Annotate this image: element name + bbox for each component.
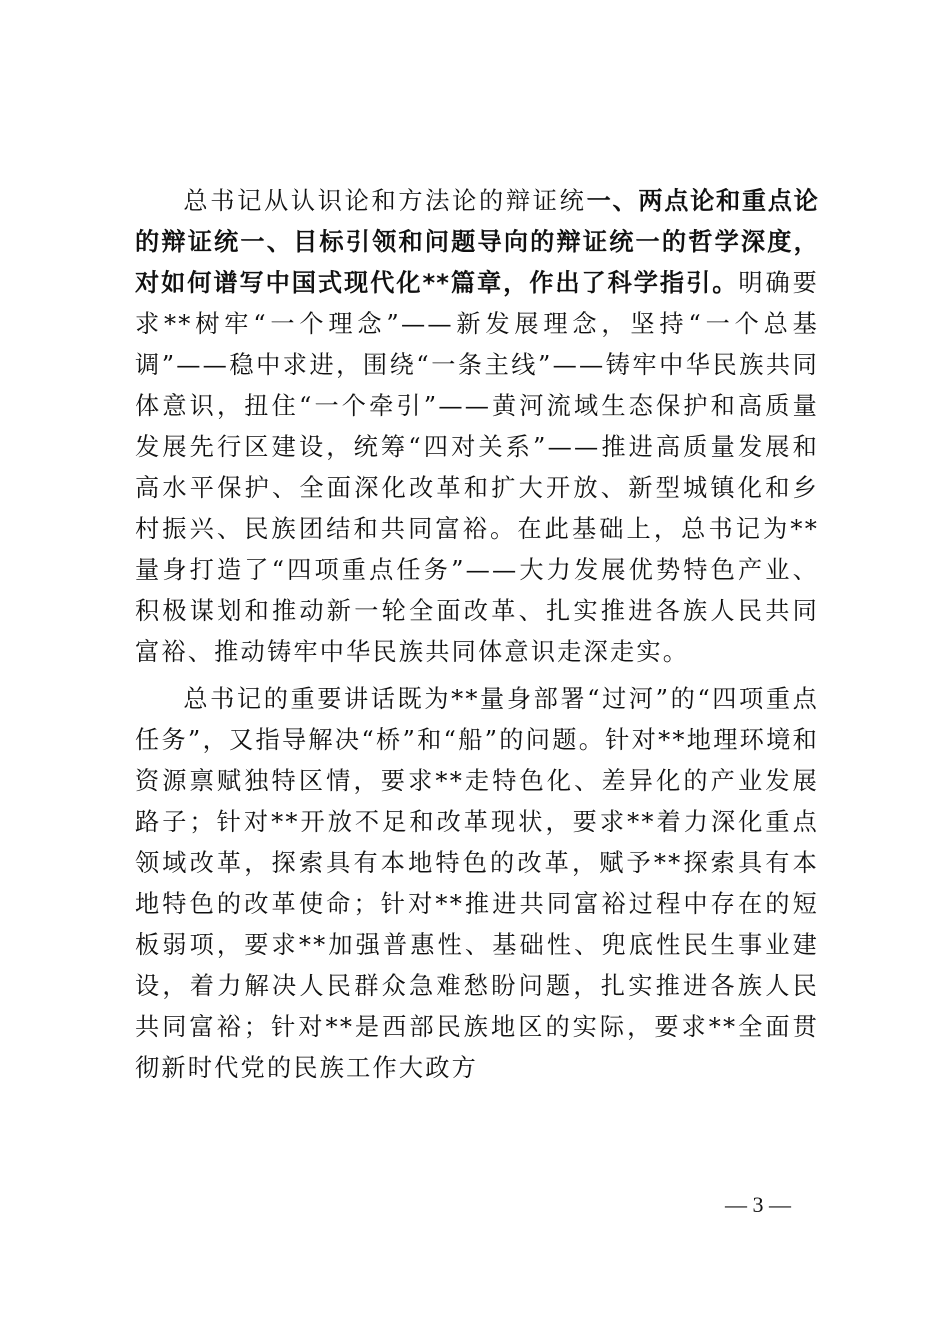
paragraph-1 (135, 181, 819, 673)
paragraph-1-text-end: 明确要求**树牢“一个理念”——新发展理念，坚持“一个总基调”——稳中求进，围绕“一条主线”——铸牢中华民族共同体意识，扭住“一个牵引”——黄河流域生态保护和高质量发展先行区建设，统筹“四对关系”——推进高质量发展和高水平保护、全面深化改革和扩大开放、新型城镇化和乡村振兴、民族团结和共同富裕。在此基础上，总书记为**量身打造了“四项重点任务”——大力发展优势特色产业、积极谋划和推动新一轮全面改革、扎实推进各族人民共同富裕、推动铸牢中华民族共同体意识走深走实。 (135, 269, 819, 666)
page-number: — 3 — (725, 1192, 791, 1217)
paragraph-2: 总书记的重要讲话既为**量身部署“过河”的“四项重点任务”，又指导解决“桥”和“船”的问题。针对**地理环境和资源禀赋独特区情，要求**走特色化、差异化的产业发展路子；针对**开放不足和改革现状，要求**着力深化重点领域改革，探索具有本地特色的改革，赋予**探索具有本地特色的改革使命；针对**推进共同富裕过程中存在的短板弱项，要求**加强普惠性、基础性、兜底性民生事业建设，着力解决人民群众急难愁盼问题，扎实推进各族人民共同富裕；针对**是西部民族地区的实际，要求**全面贯彻新时代党的民族工作大政方 (135, 685, 819, 1082)
paragraph-1-bold-text: 一、两点论和重点论的辩证统一、目标引领和问题导向的辩证统一的哲学深度，对如何谱写中国式现代化**篇章，作出了科学指引。 (135, 187, 819, 297)
paragraph-1-text-start: 总书记从认识论和方法论的辩证统 (183, 187, 587, 215)
document-body (135, 181, 819, 1089)
